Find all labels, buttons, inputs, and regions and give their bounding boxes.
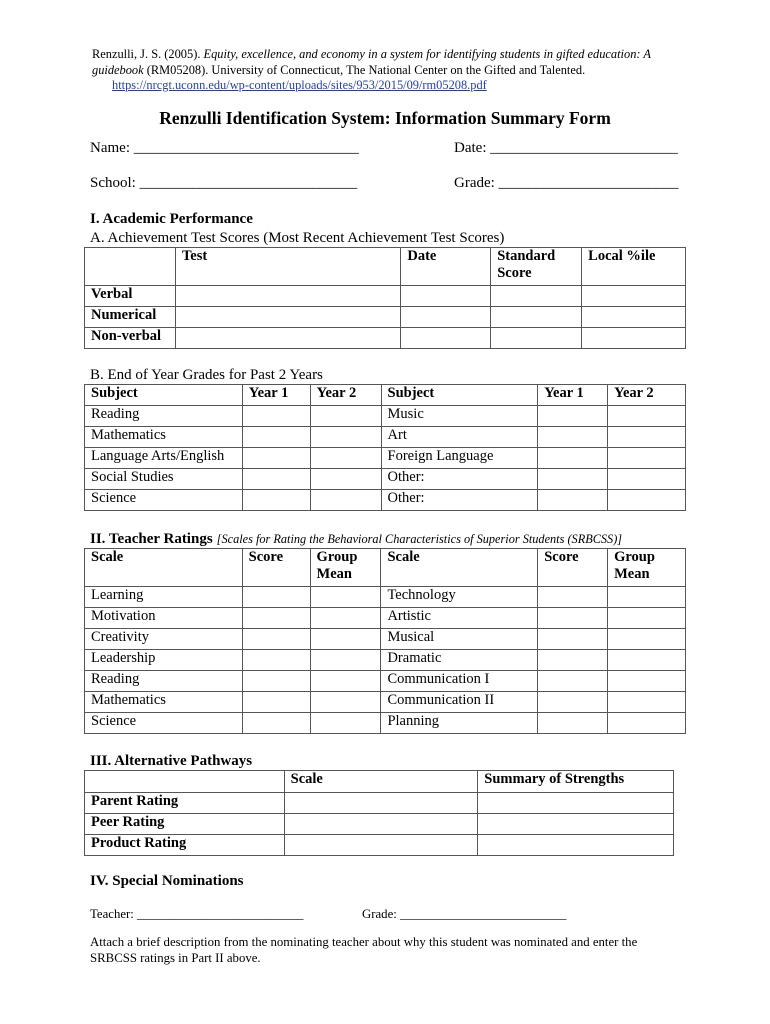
table-cell[interactable]: [242, 406, 310, 427]
row-label: Science: [85, 490, 243, 511]
table-cell[interactable]: [310, 427, 381, 448]
table-cell[interactable]: [242, 608, 310, 629]
row-label: Mathematics: [85, 692, 243, 713]
column-header: Year 2: [310, 385, 381, 406]
nomination-instructions: Attach a brief description from the nominating teacher about why this student was nominated and enter the SRBCSS ratings in Part II above.: [90, 935, 638, 965]
table-cell[interactable]: [242, 448, 310, 469]
column-header: Score: [538, 549, 608, 587]
table-cell[interactable]: [538, 713, 608, 734]
grades-subheading: B. End of Year Grades for Past 2 Years: [90, 367, 323, 383]
column-header: Group Mean: [310, 549, 381, 587]
column-header: Year 2: [608, 385, 686, 406]
table-cell[interactable]: [310, 608, 381, 629]
table-header-row: [85, 248, 686, 286]
column-header: Date: [401, 248, 491, 286]
section-teacher-ratings-heading: II. Teacher Ratings: [90, 531, 213, 547]
table-cell[interactable]: [175, 307, 400, 328]
table-cell[interactable]: [242, 427, 310, 448]
row-label: Reading: [85, 671, 243, 692]
table-cell[interactable]: [608, 406, 686, 427]
table-cell[interactable]: [608, 650, 686, 671]
achievement-subheading: A. Achievement Test Scores (Most Recent Achievement Test Scores): [90, 230, 505, 246]
row-label: Other:: [381, 469, 538, 490]
column-header: Subject: [381, 385, 538, 406]
table-cell[interactable]: [242, 692, 310, 713]
table-cell[interactable]: [582, 328, 686, 349]
table-cell[interactable]: [175, 286, 400, 307]
table-cell[interactable]: [538, 490, 608, 511]
table-cell[interactable]: [608, 671, 686, 692]
section-special-nominations-heading: IV. Special Nominations: [90, 873, 244, 889]
table-cell[interactable]: [310, 671, 381, 692]
table-cell[interactable]: [582, 286, 686, 307]
date-field[interactable]: Date: _________________________: [454, 140, 678, 156]
table-row: [85, 587, 686, 608]
srbcss-note: [Scales for Rating the Behavioral Characteristics of Superior Students (SRBCSS)]: [216, 532, 623, 546]
table-row: [85, 328, 686, 349]
table-cell[interactable]: [478, 814, 674, 835]
table-cell[interactable]: [242, 713, 310, 734]
table-cell[interactable]: [310, 406, 381, 427]
table-cell[interactable]: [401, 307, 491, 328]
table-cell[interactable]: [284, 814, 478, 835]
table-cell[interactable]: [242, 671, 310, 692]
row-label: Science: [85, 713, 243, 734]
table-row: [85, 629, 686, 650]
table-row: [85, 835, 674, 856]
table-cell[interactable]: [538, 406, 608, 427]
table-cell[interactable]: [310, 713, 381, 734]
row-label: Social Studies: [85, 469, 243, 490]
row-label: Verbal: [85, 286, 176, 307]
row-label: Communication II: [381, 692, 538, 713]
row-label: Reading: [85, 406, 243, 427]
table-row: [85, 286, 686, 307]
column-header: Scale: [85, 549, 243, 587]
table-cell[interactable]: [538, 629, 608, 650]
table-row: [85, 307, 686, 328]
table-row: [85, 448, 686, 469]
table-cell[interactable]: [491, 286, 582, 307]
table-cell[interactable]: [284, 835, 478, 856]
column-header: Year 1: [242, 385, 310, 406]
row-label: Non-verbal: [85, 328, 176, 349]
table-cell[interactable]: [538, 608, 608, 629]
table-header-row: [85, 385, 686, 406]
column-header: Score: [242, 549, 310, 587]
table-row: [85, 692, 686, 713]
row-label: Art: [381, 427, 538, 448]
table-cell[interactable]: [401, 328, 491, 349]
row-label: Product Rating: [85, 835, 285, 856]
table-cell[interactable]: [538, 448, 608, 469]
table-cell[interactable]: [608, 608, 686, 629]
row-label: Mathematics: [85, 427, 243, 448]
column-header: Local %ile: [582, 248, 686, 286]
table-cell[interactable]: [538, 650, 608, 671]
alternative-pathways-table: [84, 770, 674, 856]
achievement-table: [84, 247, 686, 349]
table-row: [85, 490, 686, 511]
table-cell[interactable]: [310, 650, 381, 671]
table-cell[interactable]: [582, 307, 686, 328]
row-label: Other:: [381, 490, 538, 511]
table-cell[interactable]: [310, 490, 381, 511]
row-label: Numerical: [85, 307, 176, 328]
section-alternative-pathways-heading: III. Alternative Pathways: [90, 753, 253, 769]
table-cell: [85, 248, 176, 286]
table-cell[interactable]: [608, 713, 686, 734]
table-row: [85, 713, 686, 734]
grades-table: [84, 384, 686, 511]
table-row: [85, 406, 686, 427]
row-label: Learning: [85, 587, 243, 608]
table-header-row: [85, 771, 674, 793]
table-header-row: [85, 549, 686, 587]
table-cell[interactable]: [478, 793, 674, 814]
teacher-ratings-table: [84, 548, 686, 734]
column-header: Scale: [284, 771, 478, 793]
column-header: Summary of Strengths: [478, 771, 674, 793]
table-cell[interactable]: [310, 587, 381, 608]
teacher-ratings-heading-line: [90, 530, 622, 548]
table-cell[interactable]: [538, 692, 608, 713]
citation-title: Equity, excellence, and economy in a system for identifying students in gifted education: A guidebook: [92, 47, 651, 77]
column-header: Group Mean: [608, 549, 686, 587]
table-cell[interactable]: [310, 629, 381, 650]
column-header: Year 1: [538, 385, 608, 406]
row-label: Musical: [381, 629, 538, 650]
row-label: Leadership: [85, 650, 243, 671]
citation-link[interactable]: https://nrcgt.uconn.edu/wp-content/uploads/sites/953/2015/09/rm05208.pdf: [112, 78, 487, 92]
table-cell[interactable]: [401, 286, 491, 307]
table-cell[interactable]: [538, 469, 608, 490]
table-cell: [85, 771, 285, 793]
row-label: Planning: [381, 713, 538, 734]
table-cell[interactable]: [608, 427, 686, 448]
row-label: Communication I: [381, 671, 538, 692]
table-cell[interactable]: [608, 469, 686, 490]
row-label: Parent Rating: [85, 793, 285, 814]
row-label: Music: [381, 406, 538, 427]
table-cell[interactable]: [284, 793, 478, 814]
column-header: Subject: [85, 385, 243, 406]
row-label: Dramatic: [381, 650, 538, 671]
grade-field[interactable]: Grade: ________________________: [454, 175, 679, 191]
citation: [92, 47, 692, 94]
table-cell[interactable]: [538, 671, 608, 692]
section-academic-heading: I. Academic Performance: [90, 211, 253, 227]
table-row: [85, 427, 686, 448]
table-cell[interactable]: [242, 469, 310, 490]
row-label: Artistic: [381, 608, 538, 629]
row-label: Technology: [381, 587, 538, 608]
school-field[interactable]: School: _____________________________: [90, 175, 358, 191]
table-cell[interactable]: [491, 328, 582, 349]
table-cell[interactable]: [491, 307, 582, 328]
table-cell[interactable]: [608, 692, 686, 713]
table-row: [85, 793, 674, 814]
table-cell[interactable]: [608, 490, 686, 511]
table-cell[interactable]: [310, 692, 381, 713]
table-row: [85, 469, 686, 490]
table-row: [85, 608, 686, 629]
table-cell[interactable]: [242, 490, 310, 511]
teacher-field[interactable]: Teacher: __________________________: [90, 907, 304, 921]
row-label: Creativity: [85, 629, 243, 650]
row-label: Peer Rating: [85, 814, 285, 835]
table-row: [85, 814, 674, 835]
table-cell[interactable]: [242, 629, 310, 650]
table-cell[interactable]: [242, 650, 310, 671]
table-cell[interactable]: [608, 587, 686, 608]
column-header: Standard Score: [491, 248, 582, 286]
table-row: [85, 650, 686, 671]
column-header: Test: [175, 248, 400, 286]
table-cell[interactable]: [538, 427, 608, 448]
table-cell[interactable]: [175, 328, 400, 349]
table-cell[interactable]: [608, 448, 686, 469]
table-cell[interactable]: [242, 587, 310, 608]
table-cell[interactable]: [608, 629, 686, 650]
table-row: [85, 671, 686, 692]
table-cell[interactable]: [538, 587, 608, 608]
table-cell[interactable]: [310, 448, 381, 469]
nomination-grade-field[interactable]: Grade: __________________________: [362, 907, 567, 921]
row-label: Motivation: [85, 608, 243, 629]
row-label: Language Arts/English: [85, 448, 243, 469]
form-title: Renzulli Identification System: Information Summary Form: [159, 108, 611, 128]
row-label: Foreign Language: [381, 448, 538, 469]
citation-prefix: Renzulli, J. S. (2005).: [92, 47, 204, 61]
column-header: Scale: [381, 549, 538, 587]
name-field[interactable]: Name: ______________________________: [90, 140, 359, 156]
citation-suffix: (RM05208). University of Connecticut, The National Center on the Gifted and Talented.: [143, 62, 586, 77]
table-cell[interactable]: [310, 469, 381, 490]
table-cell[interactable]: [478, 835, 674, 856]
